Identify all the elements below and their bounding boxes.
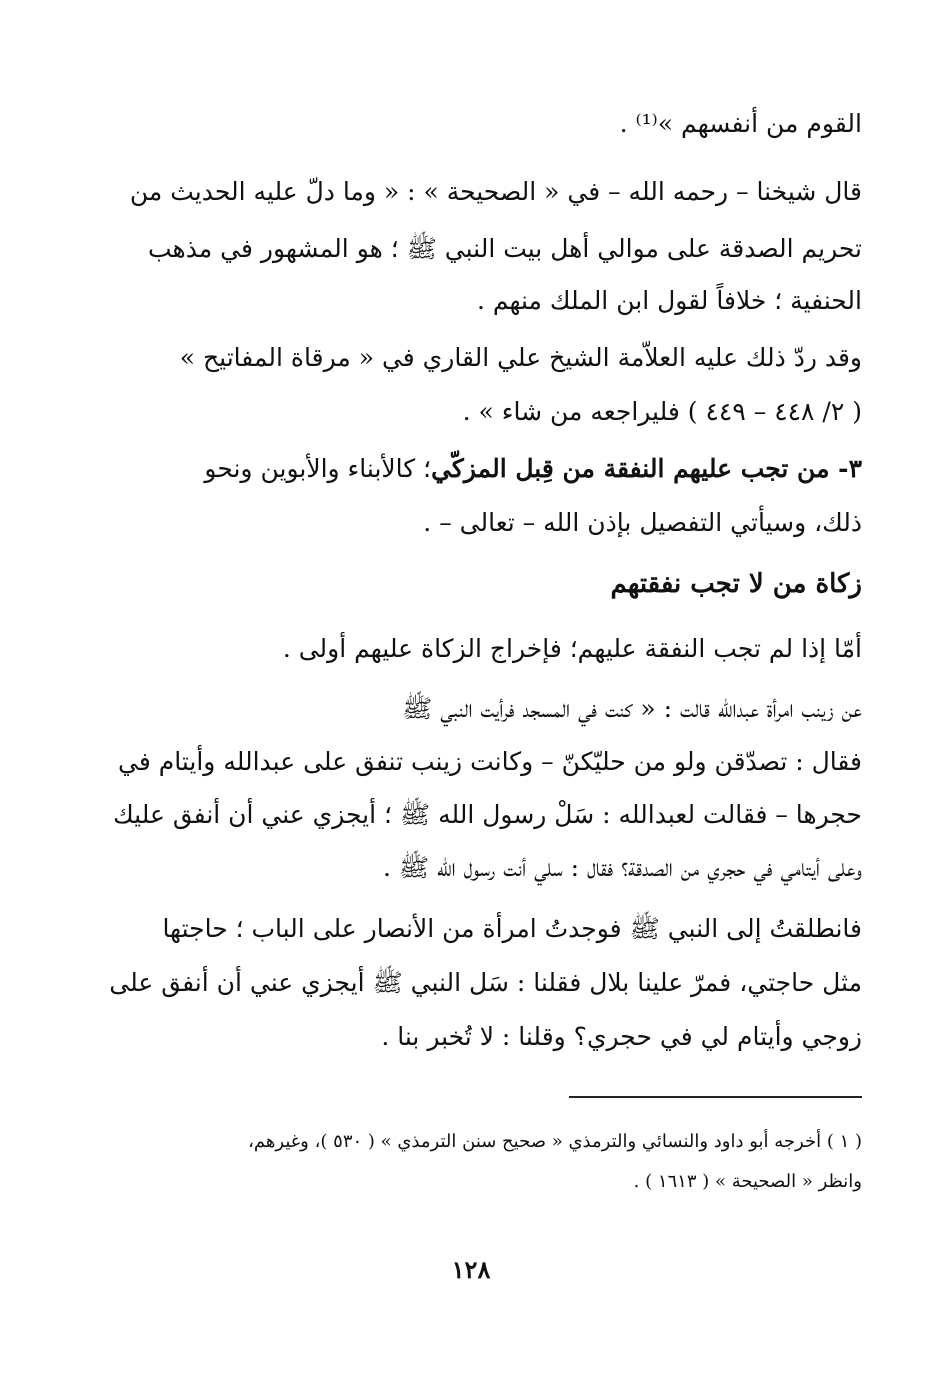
item-3-line [92,449,862,489]
text-line-11: حجرها – فقالت لعبدالله : سَلْ رسول الله ﷺ ؛ أيجزي عني أن أنفق عليك [113,800,862,829]
footnote-line-1: ( ١ ) أخرجه أبو داود والنسائي والترمذي « صحيح سنن الترمذي » ( ٥٣٠ )، وغيرهم، [248,1131,862,1152]
text-line-7: ذلك، وسيأتي التفصيل بإذن الله – تعالى – . [423,508,862,537]
item-3-title: ٣- من تجب عليهم النفقة من قِبل المزكّي [431,454,862,483]
text-line-15: زوجي وأيتام لي في حجري؟ وقلنا : لا تُخبر بنا . [381,1022,862,1051]
text-line-2: قال شيخنا – رحمه الله – في « الصحيحة » : « وما دلّ عليه الحديث من [129,177,862,206]
footnote-separator [569,1096,862,1098]
text-line-3: تحريم الصدقة على موالي أهل بيت النبي ﷺ ؛ هو المشهور في مذهب [147,234,862,263]
text-line-14: مثل حاجتي، فمرّ علينا بلال فقلنا : سَل النبي ﷺ أيجزي عني أن أنفق على [109,968,862,997]
text-line-6: ( ٢/ ٤٤٨ – ٤٤٩ ) فليراجعه من شاء » . [462,397,862,426]
page-number: ١٢٨ [451,1255,491,1284]
section-heading: زكاة من لا تجب نفقتهم [610,569,862,599]
text-line-1: القوم من أنفسهم »⁽¹⁾ . [619,109,862,138]
text-line-10: فقال : تصدّقن ولو من حليّكنّ – وكانت زينب تنفق على عبدالله وأيتام في [118,747,862,776]
text-line-5: وقد ردّ ذلك عليه العلاّمة الشيخ علي القاري في « مرقاة المفاتيح » [179,343,862,372]
text-line-13: فانطلقتُ إلى النبي ﷺ فوجدتُ امرأة من الأنصار على الباب ؛ حاجتها [162,914,862,943]
text-line-12: وعلى أيتامي في حجري من الصدقة؟ فقال : سلي أنت رسول الله ﷺ . [382,853,862,882]
text-line-4: الحنفية ؛ خلافاً لقول ابن الملك منهم . [476,286,862,315]
text-line-8: أمّا إذا لم تجب النفقة عليهم؛ فإخراج الزكاة عليهم أولى . [282,634,862,663]
item-3-rest: ؛ كالأبناء والأبوين ونحو [204,454,432,483]
footnote-line-2: وانظر « الصحيحة » ( ١٦١٣ ) . [633,1171,862,1192]
text-line-9: عن زينب امرأة عبدالله قالت : « كنت في المسجد فرأيت النبي ﷺ [402,694,862,723]
